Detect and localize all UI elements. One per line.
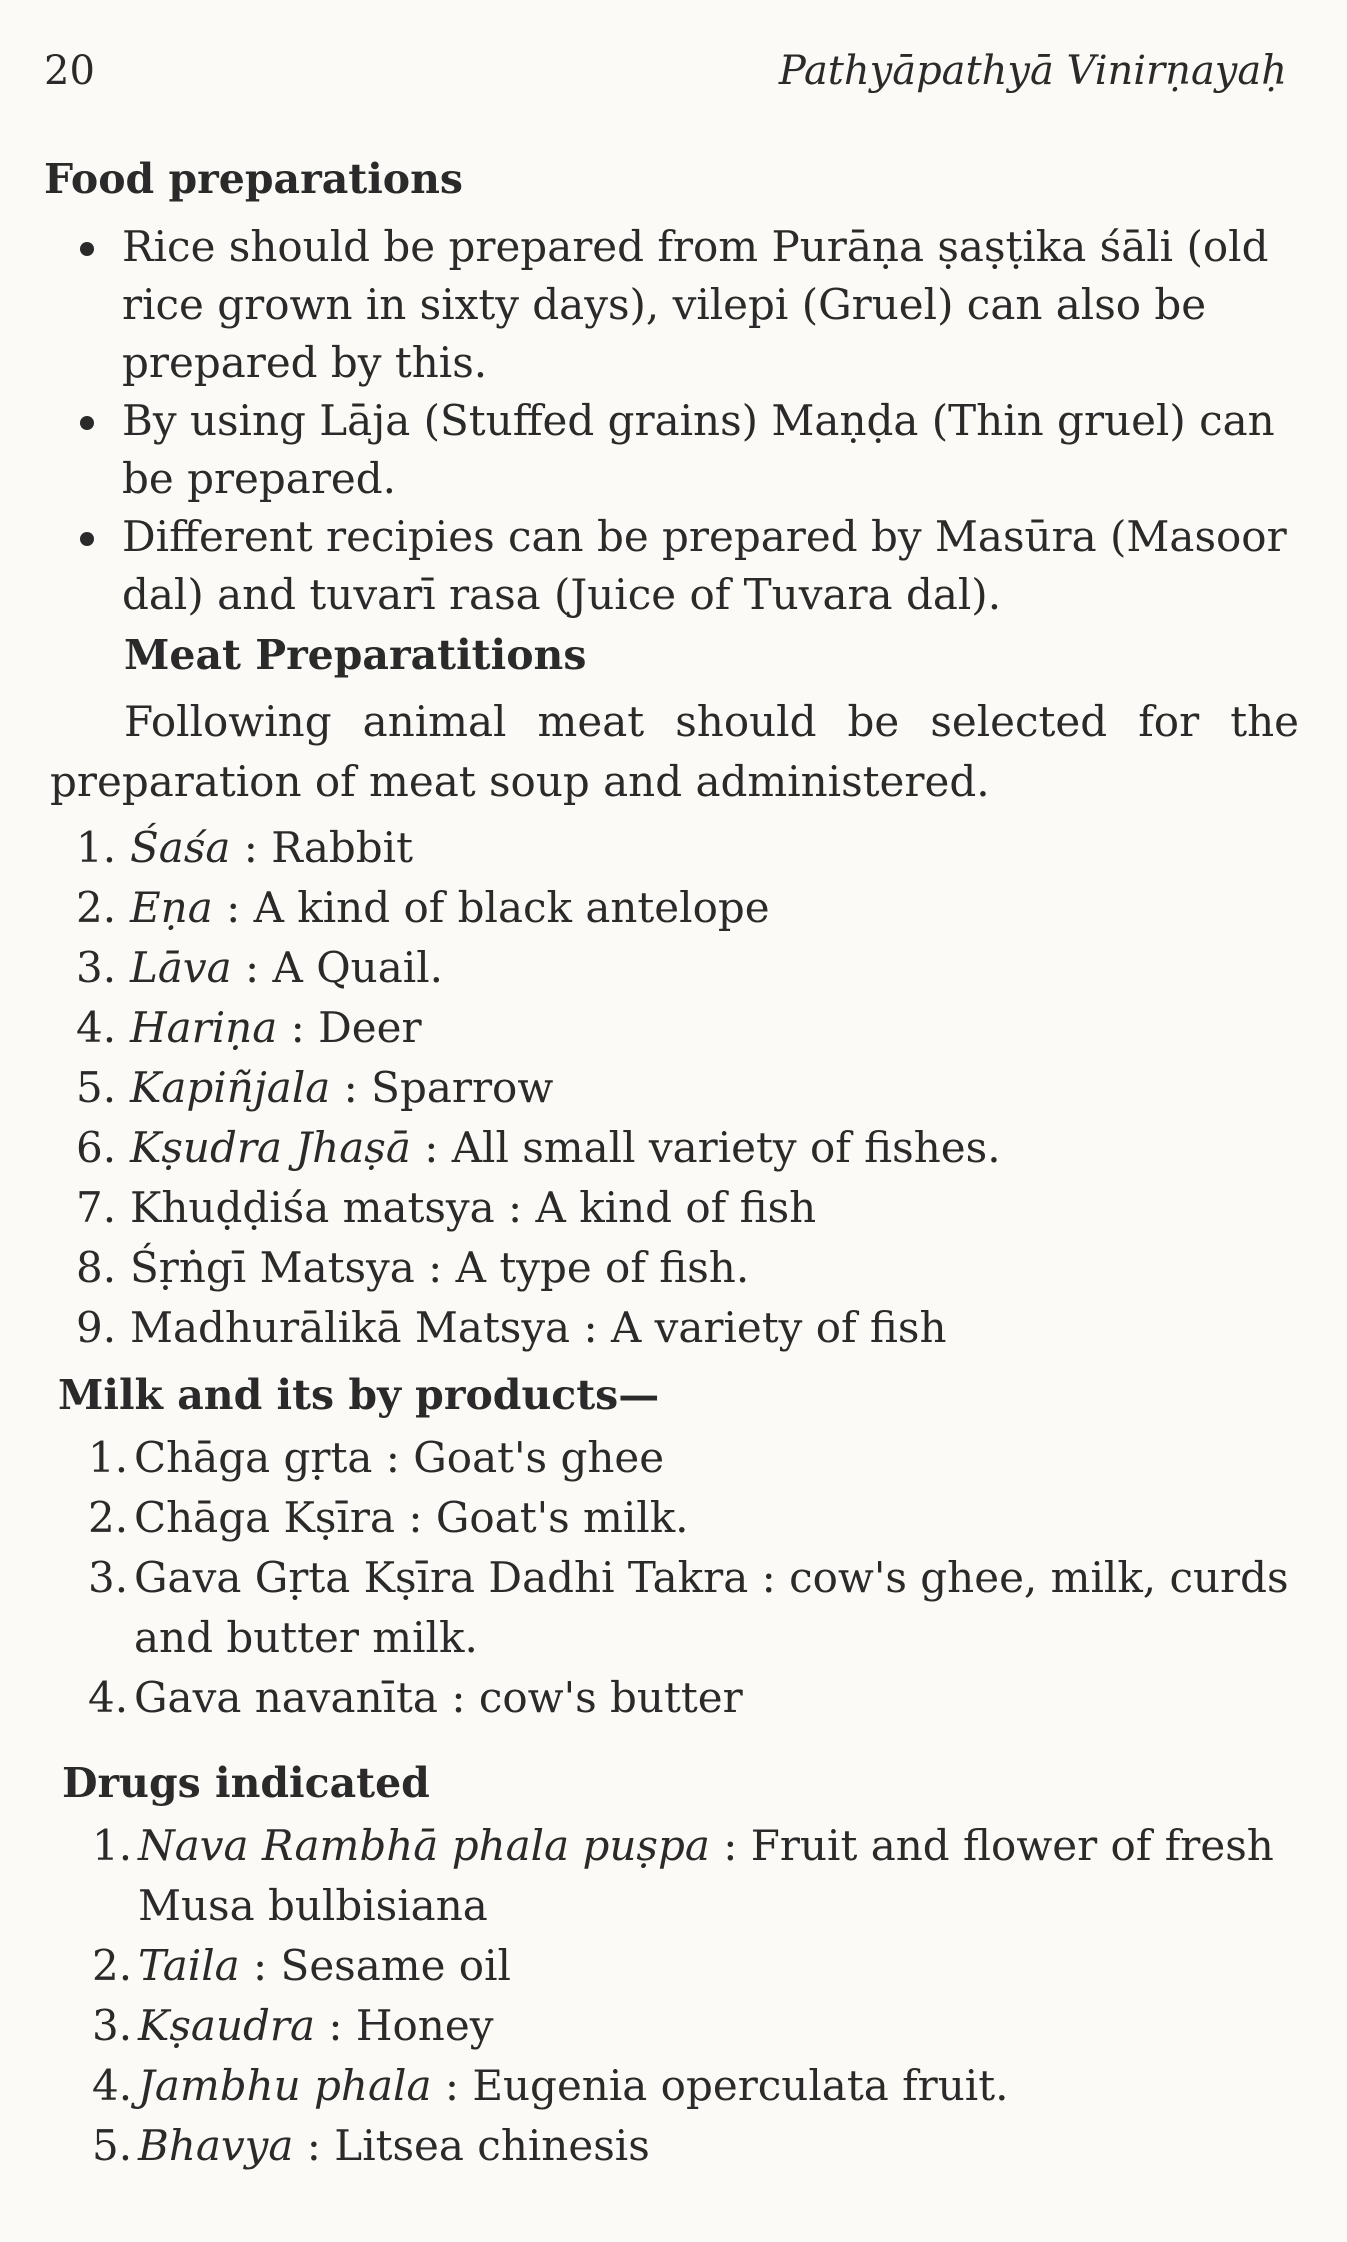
list-item (0, 508, 1347, 624)
list-item (0, 1428, 1347, 1488)
milk-products-heading: Milk and its by products— (58, 1371, 660, 1419)
item-description: Khuḍḍiśa matsya : A kind of fish (130, 1183, 817, 1232)
list-item (0, 1488, 1347, 1548)
list-item (0, 1668, 1347, 1728)
list-item (0, 998, 1347, 1058)
book-title: Pathyāpathyā Vinirṇayaḥ (778, 48, 1287, 94)
list-item (0, 2116, 1347, 2176)
item-description: : Sesame oil (239, 1941, 511, 1990)
list-item (0, 1936, 1347, 1996)
item-term: Jambhu phala (138, 2061, 432, 2110)
item-text: Gava navanīta : cow's butter (134, 1673, 743, 1722)
item-description: : Sparrow (330, 1063, 554, 1112)
list-item (0, 1816, 1347, 1936)
item-text: Chāga gṛta : Goat's ghee (134, 1433, 665, 1482)
list-item (0, 938, 1347, 998)
item-number: 1. (92, 1821, 133, 1870)
list-item (0, 1996, 1347, 2056)
item-description: : A Quail. (231, 943, 443, 992)
item-number: 4. (92, 2061, 133, 2110)
item-description: : Honey (315, 2001, 494, 2050)
item-number: 3. (76, 943, 117, 992)
drugs-indicated-heading: Drugs indicated (62, 1759, 430, 1807)
item-term: Śaśa (130, 823, 231, 872)
item-text: Chāga Kṣīra : Goat's milk. (134, 1493, 689, 1542)
food-preparations-list (0, 218, 1347, 624)
list-item (0, 218, 1347, 392)
list-item-text: By using Lāja (Stuffed grains) Maṇḍa (Thin gruel) can be prepared. (122, 396, 1275, 503)
list-item (0, 1058, 1347, 1118)
list-item-text: Rice should be prepared from Purāṇa ṣaṣṭika śāli (old rice grown in sixty days), vilepi (Gruel) can also be prepared by this. (122, 222, 1269, 387)
list-item (0, 1298, 1347, 1358)
item-number: 2. (88, 1493, 129, 1542)
meat-list (0, 818, 1347, 1358)
item-number: 9. (76, 1303, 117, 1352)
list-item (0, 1238, 1347, 1298)
item-term: Hariṇa (130, 1003, 278, 1052)
item-number: 5. (92, 2121, 133, 2170)
item-description: : All small variety of fishes. (410, 1123, 1001, 1172)
item-term: Nava Rambhā phala puṣpa (138, 1821, 710, 1870)
item-description: : Deer (277, 1003, 422, 1052)
item-term: Kṣudra Jhaṣā (130, 1123, 411, 1172)
item-number: 7. (76, 1183, 117, 1232)
list-item (0, 818, 1347, 878)
bullet-icon (80, 242, 94, 256)
item-description: Madhurālikā Matsya : A variety of fish (130, 1303, 947, 1352)
item-number: 1. (88, 1433, 129, 1482)
food-preparations-heading: Food preparations (44, 155, 464, 203)
item-term: Kṣaudra (138, 2001, 316, 2050)
page-content (0, 150, 1347, 2176)
item-description: Śṛṅgī Matsya : A type of fish. (130, 1243, 750, 1292)
item-term: Taila (138, 1941, 240, 1990)
drugs-list (0, 1816, 1347, 2176)
item-number: 8. (76, 1243, 117, 1292)
item-number: 2. (76, 883, 117, 932)
item-number: 3. (88, 1553, 129, 1602)
page-number: 20 (44, 48, 95, 94)
item-number: 4. (88, 1673, 129, 1722)
running-header (44, 48, 1287, 108)
list-item (0, 1178, 1347, 1238)
list-item-text: Different recipies can be prepared by Masūra (Masoor dal) and tuvarī rasa (Juice of Tuvara dal). (122, 512, 1287, 619)
item-number: 2. (92, 1941, 133, 1990)
item-number: 6. (76, 1123, 117, 1172)
item-text: Gava Gṛta Kṣīra Dadhi Takra : cow's ghee, milk, curds and butter milk. (134, 1553, 1289, 1662)
item-number: 5. (76, 1063, 117, 1112)
list-item (0, 1118, 1347, 1178)
item-term: Kapiñjala (130, 1063, 331, 1112)
item-term: Eṇa (130, 883, 213, 932)
meat-intro-paragraph: Following animal meat should be selected for the preparation of meat soup and administered. (50, 697, 1299, 806)
item-description: : Fruit and flower of fresh Musa bulbisiana (138, 1821, 1274, 1930)
item-number: 4. (76, 1003, 117, 1052)
item-term: Lāva (130, 943, 232, 992)
list-item (0, 1548, 1347, 1668)
milk-products-list (0, 1428, 1347, 1728)
item-description: : Eugenia operculata fruit. (431, 2061, 1009, 2110)
item-term: Bhavya (138, 2121, 294, 2170)
item-number: 1. (76, 823, 117, 872)
item-number: 3. (92, 2001, 133, 2050)
item-description: : Rabbit (230, 823, 413, 872)
list-item (0, 392, 1347, 508)
list-item (0, 878, 1347, 938)
item-description: : A kind of black antelope (212, 883, 770, 932)
meat-preparations-heading: Meat Preparatitions (124, 631, 587, 679)
bullet-icon (80, 416, 94, 430)
bullet-icon (80, 532, 94, 546)
item-description: : Litsea chinesis (293, 2121, 650, 2170)
list-item (0, 2056, 1347, 2116)
